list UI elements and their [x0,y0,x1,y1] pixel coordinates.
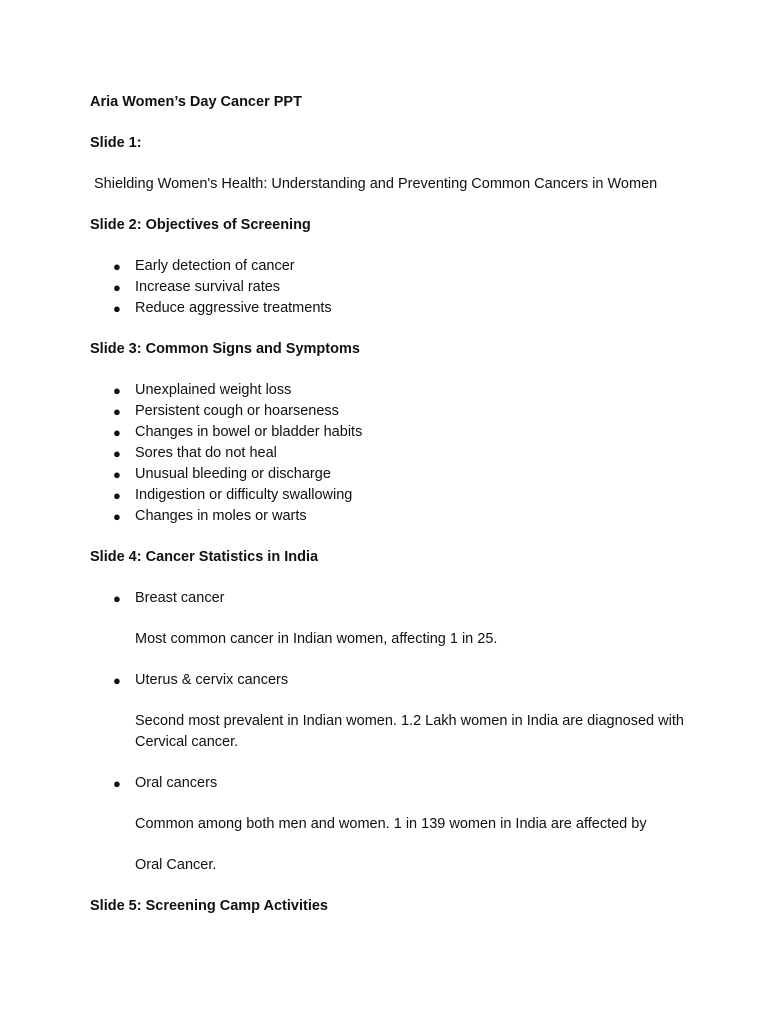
bullet-icon: ● [113,301,121,316]
bullet-icon: ● [113,259,121,274]
document-title: Aria Women’s Day Cancer PPT [90,94,302,110]
stat-description: Second most prevalent in Indian women. 1.2 Lakh women in India are diagnosed with Cervical cancer. [135,713,684,750]
list-item: ● Increase survival rates [90,277,690,298]
list-item: ● Indigestion or difficulty swallowing [90,485,690,506]
list-item: ● Unexplained weight loss [90,380,690,401]
bullet-icon: ● [113,488,121,503]
list-item: ● Reduce aggressive treatments [90,298,690,319]
bullet-icon: ● [113,404,121,419]
stat-description: Most common cancer in Indian women, affecting 1 in 25. [135,631,498,647]
bullet-icon: ● [113,673,121,688]
list-item: ● Early detection of cancer [90,256,690,277]
slide2-heading: Slide 2: Objectives of Screening [90,217,311,233]
slide3-heading: Slide 3: Common Signs and Symptoms [90,341,360,357]
slide4-stat-uterus [90,670,690,691]
slide1-text: Shielding Women's Health: Understanding and Preventing Common Cancers in Women [94,176,658,192]
list-item: ● Unusual bleeding or discharge [90,464,690,485]
list-item: ● Sores that do not heal [90,443,690,464]
slide3-list [90,380,690,527]
bullet-icon: ● [113,467,121,482]
bullet-icon: ● [113,509,121,524]
slide4-stat-breast [90,588,690,609]
bullet-icon: ● [113,280,121,295]
slide4-heading: Slide 4: Cancer Statistics in India [90,549,319,565]
list-item: ● Changes in bowel or bladder habits [90,422,690,443]
stat-description: Common among both men and women. 1 in 139 women in India are affected by [135,816,647,832]
bullet-icon: ● [113,446,121,461]
list-item: ● Uterus & cervix cancers [90,670,690,691]
list-item: ● Persistent cough or hoarseness [90,401,690,422]
slide2-list [90,256,690,319]
bullet-icon: ● [113,383,121,398]
list-item: ● Changes in moles or warts [90,506,690,527]
stat-description: Oral Cancer. [135,857,217,873]
slide5-heading: Slide 5: Screening Camp Activities [90,898,328,914]
bullet-icon: ● [113,425,121,440]
list-item: ● Oral cancers [90,773,690,794]
bullet-icon: ● [113,776,121,791]
slide4-stat-oral [90,773,690,794]
bullet-icon: ● [113,591,121,606]
slide1-heading: Slide 1: [90,135,142,151]
document-page [90,92,690,917]
list-item: ● Breast cancer [90,588,690,609]
